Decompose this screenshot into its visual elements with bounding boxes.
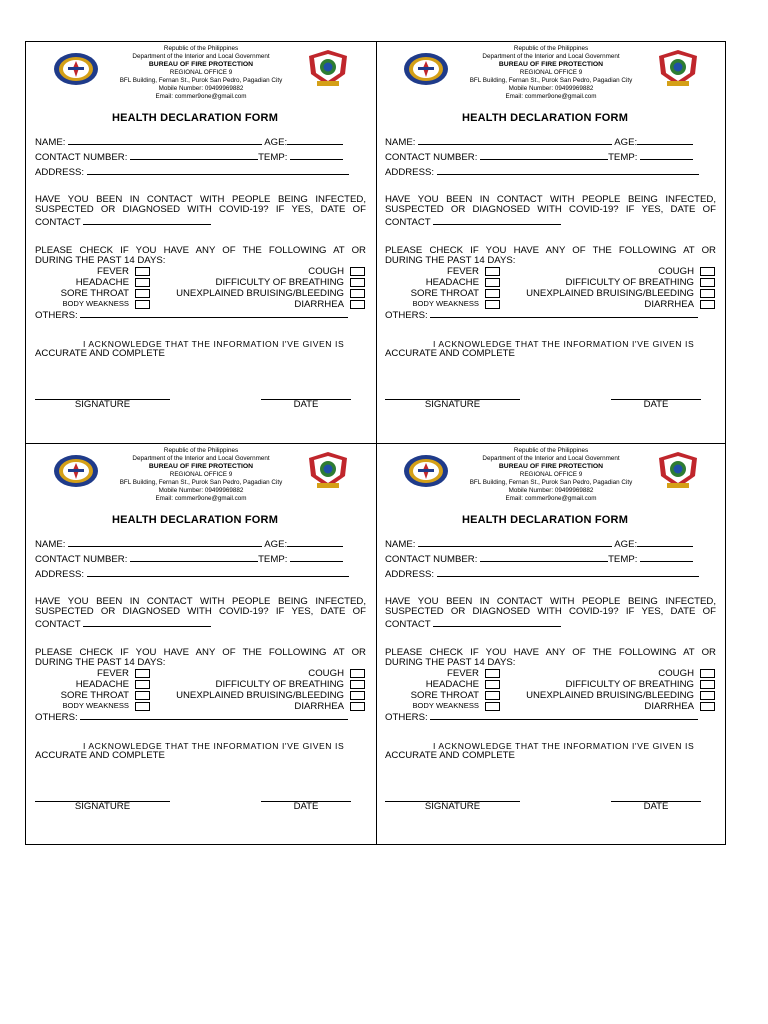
form-title: HEALTH DECLARATION FORM [461, 514, 629, 526]
header-mobile: Mobile Number: 09499969882 [508, 85, 594, 92]
question-line: PLEASE CHECK IF YOU HAVE ANY OF THE FOLLOWING AT OR [35, 647, 366, 658]
agency-name: BUREAU OF FIRE PROTECTION [148, 61, 254, 68]
contact-row [385, 150, 693, 163]
sore-throat-checkbox[interactable] [485, 691, 500, 700]
name-label: NAME: [35, 539, 66, 550]
date-label: DATE [293, 399, 319, 410]
contact-date-row [385, 215, 561, 228]
date-label: DATE [293, 801, 319, 812]
bruising-checkbox[interactable] [350, 691, 365, 700]
contact-question [385, 195, 716, 215]
health-declaration-form-bottom-left [25, 444, 365, 844]
sore-throat-checkbox[interactable] [135, 289, 150, 298]
symptom-breathing-label: DIFFICULTY OF BREATHING [215, 679, 344, 690]
contact-date-row [35, 617, 211, 630]
headache-checkbox[interactable] [135, 680, 150, 689]
agency-header [453, 447, 649, 503]
header-line: REGIONAL OFFICE 9 [519, 69, 583, 76]
others-label: OTHERS: [35, 712, 78, 723]
sore-throat-checkbox[interactable] [485, 289, 500, 298]
contact-label: CONTACT NUMBER: [385, 554, 478, 565]
age-label: AGE: [614, 539, 638, 550]
breathing-checkbox[interactable] [350, 278, 365, 287]
header-line: Department of the Interior and Local Government [132, 455, 270, 462]
symptom-sore-throat-label: SORE THROAT [60, 288, 129, 299]
address-field[interactable] [437, 567, 699, 577]
name-field[interactable] [68, 135, 262, 145]
symptoms-question-line: DURING THE PAST 14 DAYS: [385, 657, 516, 668]
name-row [35, 135, 343, 148]
temp-label: TEMP: [258, 152, 288, 163]
acknowledgement [35, 339, 366, 359]
symptom-sore-throat-label: SORE THROAT [60, 690, 129, 701]
ack-line: I ACKNOWLEDGE THAT THE INFORMATION I'VE GIVEN IS [83, 741, 345, 751]
name-field[interactable] [418, 537, 612, 547]
ack-line: I ACKNOWLEDGE THAT THE INFORMATION I'VE GIVEN IS [433, 741, 695, 751]
health-declaration-form-top-left [25, 42, 365, 442]
address-label: ADDRESS: [385, 167, 435, 178]
symptom-sore-throat-label: SORE THROAT [410, 690, 479, 701]
contact-label: CONTACT NUMBER: [35, 152, 128, 163]
contact-date-field[interactable] [83, 617, 211, 627]
contact-question [35, 597, 366, 617]
signature-label: SIGNATURE [424, 399, 481, 410]
symptom-headache-label: HEADACHE [75, 679, 129, 690]
question-line: HAVE YOU BEEN IN CONTACT WITH PEOPLE BEING INFECTED, [385, 596, 716, 607]
age-field[interactable] [287, 537, 343, 547]
name-row [35, 537, 343, 550]
header-line: Department of the Interior and Local Government [482, 455, 620, 462]
ack-line: I ACKNOWLEDGE THAT THE INFORMATION I'VE GIVEN IS [83, 339, 345, 349]
symptom-body-weakness-label: BODY WEAKNESS [62, 701, 129, 710]
agency-header [453, 45, 649, 101]
temp-field[interactable] [640, 552, 693, 562]
contact-question [35, 195, 366, 215]
fever-checkbox[interactable] [485, 669, 500, 678]
breathing-checkbox[interactable] [700, 680, 715, 689]
headache-checkbox[interactable] [485, 680, 500, 689]
form-title: HEALTH DECLARATION FORM [111, 514, 279, 526]
symptom-fever-label: FEVER [97, 266, 129, 277]
symptom-cough-label: COUGH [308, 266, 344, 277]
diarrhea-checkbox[interactable] [700, 702, 715, 711]
contact-date-label: CONTACT [35, 619, 81, 630]
agency-header [103, 447, 299, 503]
question-line: SUSPECTED OR DIAGNOSED WITH COVID-19? IF YES, DATE OF [35, 204, 366, 215]
symptoms-question-line: DURING THE PAST 14 DAYS: [35, 657, 166, 668]
question-line: PLEASE CHECK IF YOU HAVE ANY OF THE FOLLOWING AT OR [35, 245, 366, 256]
contact-label: CONTACT NUMBER: [385, 152, 478, 163]
header-mobile: Mobile Number: 09499969882 [158, 487, 244, 494]
address-row [385, 165, 699, 178]
name-label: NAME: [35, 137, 66, 148]
temp-label: TEMP: [608, 152, 638, 163]
health-declaration-form-bottom-right [375, 444, 715, 844]
question-line: HAVE YOU BEEN IN CONTACT WITH PEOPLE BEING INFECTED, [35, 596, 366, 607]
header-address: BFL Building, Fernan St., Purok San Pedro, Pagadian City [119, 77, 283, 84]
symptom-diarrhea-label: DIARRHEA [294, 701, 344, 712]
header-line: REGIONAL OFFICE 9 [169, 69, 233, 76]
question-line: PLEASE CHECK IF YOU HAVE ANY OF THE FOLLOWING AT OR [385, 245, 716, 256]
temp-label: TEMP: [608, 554, 638, 565]
diarrhea-checkbox[interactable] [350, 702, 365, 711]
header-address: BFL Building, Fernan St., Purok San Pedro, Pagadian City [119, 479, 283, 486]
name-field[interactable] [68, 537, 262, 547]
symptom-fever-label: FEVER [447, 668, 479, 679]
region-crest-icon [655, 450, 701, 490]
symptom-breathing-label: DIFFICULTY OF BREATHING [565, 277, 694, 288]
address-row [35, 567, 349, 580]
age-label: AGE: [614, 137, 638, 148]
address-label: ADDRESS: [385, 569, 435, 580]
header-line: Republic of the Philippines [163, 447, 239, 454]
age-label: AGE: [264, 137, 288, 148]
cough-checkbox[interactable] [700, 267, 715, 276]
bfp-seal-icon [403, 52, 449, 86]
bruising-checkbox[interactable] [700, 289, 715, 298]
ack-line: ACCURATE AND COMPLETE [35, 348, 165, 359]
others-label: OTHERS: [35, 310, 78, 321]
address-field[interactable] [87, 567, 349, 577]
header-line: Republic of the Philippines [513, 45, 589, 52]
header-line: Republic of the Philippines [163, 45, 239, 52]
date-label: DATE [643, 801, 669, 812]
contact-date-row [35, 215, 211, 228]
bruising-checkbox[interactable] [350, 289, 365, 298]
contact-date-field[interactable] [83, 215, 211, 225]
form-header [25, 444, 365, 506]
contact-field[interactable] [480, 552, 608, 562]
temp-field[interactable] [290, 552, 343, 562]
address-row [385, 567, 699, 580]
symptom-breathing-label: DIFFICULTY OF BREATHING [565, 679, 694, 690]
acknowledgement [385, 339, 716, 359]
symptom-fever-label: FEVER [97, 668, 129, 679]
question-line: HAVE YOU BEEN IN CONTACT WITH PEOPLE BEING INFECTED, [385, 194, 716, 205]
headache-checkbox[interactable] [135, 278, 150, 287]
agency-name: BUREAU OF FIRE PROTECTION [148, 463, 254, 470]
header-line: Department of the Interior and Local Government [132, 53, 270, 60]
symptom-headache-label: HEADACHE [75, 277, 129, 288]
contact-date-label: CONTACT [385, 217, 431, 228]
contact-field[interactable] [130, 150, 258, 160]
acknowledgement [35, 741, 366, 761]
header-address: BFL Building, Fernan St., Purok San Pedro, Pagadian City [469, 479, 633, 486]
name-label: NAME: [385, 137, 416, 148]
symptom-sore-throat-label: SORE THROAT [410, 288, 479, 299]
question-line: PLEASE CHECK IF YOU HAVE ANY OF THE FOLLOWING AT OR [385, 647, 716, 658]
cough-checkbox[interactable] [700, 669, 715, 678]
temp-label: TEMP: [258, 554, 288, 565]
header-mobile: Mobile Number: 09499969882 [158, 85, 244, 92]
question-line: HAVE YOU BEEN IN CONTACT WITH PEOPLE BEING INFECTED, [35, 194, 366, 205]
symptoms-question-line: DURING THE PAST 14 DAYS: [385, 255, 516, 266]
header-email: Email: commer9one@gmail.com [505, 93, 597, 100]
address-field[interactable] [437, 165, 699, 175]
symptom-body-weakness-label: BODY WEAKNESS [412, 299, 479, 308]
headache-checkbox[interactable] [485, 278, 500, 287]
signature-label: SIGNATURE [74, 801, 131, 812]
contact-date-row [385, 617, 561, 630]
symptom-breathing-label: DIFFICULTY OF BREATHING [215, 277, 344, 288]
bfp-seal-icon [53, 454, 99, 488]
header-line: REGIONAL OFFICE 9 [519, 471, 583, 478]
temp-field[interactable] [640, 150, 693, 160]
acknowledgement [385, 741, 716, 761]
date-label: DATE [643, 399, 669, 410]
ack-line: I ACKNOWLEDGE THAT THE INFORMATION I'VE GIVEN IS [433, 339, 695, 349]
ack-line: ACCURATE AND COMPLETE [35, 750, 165, 761]
address-label: ADDRESS: [35, 167, 85, 178]
name-row [385, 537, 693, 550]
symptom-diarrhea-label: DIARRHEA [294, 299, 344, 310]
symptom-body-weakness-label: BODY WEAKNESS [412, 701, 479, 710]
others-field[interactable] [80, 308, 348, 318]
symptom-bruising-label: UNEXPLAINED BRUISING/BLEEDING [526, 288, 694, 299]
age-field[interactable] [637, 537, 693, 547]
symptom-bruising-label: UNEXPLAINED BRUISING/BLEEDING [176, 690, 344, 701]
symptom-headache-label: HEADACHE [425, 277, 479, 288]
header-line: REGIONAL OFFICE 9 [169, 471, 233, 478]
fever-checkbox[interactable] [135, 267, 150, 276]
contact-date-label: CONTACT [385, 619, 431, 630]
name-row [385, 135, 693, 148]
fever-checkbox[interactable] [135, 669, 150, 678]
others-row [35, 308, 348, 321]
contact-date-field[interactable] [433, 215, 561, 225]
symptom-diarrhea-label: DIARRHEA [644, 701, 694, 712]
diarrhea-checkbox[interactable] [700, 300, 715, 309]
bfp-seal-icon [403, 454, 449, 488]
contact-row [35, 552, 343, 565]
contact-question [385, 597, 716, 617]
others-row [385, 308, 698, 321]
form-title: HEALTH DECLARATION FORM [111, 112, 279, 124]
header-line: Department of the Interior and Local Government [482, 53, 620, 60]
age-field[interactable] [287, 135, 343, 145]
cough-checkbox[interactable] [350, 669, 365, 678]
others-row [385, 710, 698, 723]
contact-date-label: CONTACT [35, 217, 81, 228]
name-label: NAME: [385, 539, 416, 550]
symptom-body-weakness-label: BODY WEAKNESS [62, 299, 129, 308]
symptom-cough-label: COUGH [658, 266, 694, 277]
ack-line: ACCURATE AND COMPLETE [385, 348, 515, 359]
sore-throat-checkbox[interactable] [135, 691, 150, 700]
contact-row [385, 552, 693, 565]
symptom-cough-label: COUGH [308, 668, 344, 679]
header-mobile: Mobile Number: 09499969882 [508, 487, 594, 494]
form-header [25, 42, 365, 104]
region-crest-icon [655, 48, 701, 88]
question-line: SUSPECTED OR DIAGNOSED WITH COVID-19? IF YES, DATE OF [385, 204, 716, 215]
signature-label: SIGNATURE [74, 399, 131, 410]
header-email: Email: commer9one@gmail.com [155, 495, 247, 502]
symptom-headache-label: HEADACHE [425, 679, 479, 690]
symptom-bruising-label: UNEXPLAINED BRUISING/BLEEDING [176, 288, 344, 299]
address-field[interactable] [87, 165, 349, 175]
symptom-bruising-label: UNEXPLAINED BRUISING/BLEEDING [526, 690, 694, 701]
health-declaration-form-top-right [375, 42, 715, 442]
ack-line: ACCURATE AND COMPLETE [385, 750, 515, 761]
contact-field[interactable] [480, 150, 608, 160]
question-line: SUSPECTED OR DIAGNOSED WITH COVID-19? IF YES, DATE OF [35, 606, 366, 617]
bruising-checkbox[interactable] [700, 691, 715, 700]
others-field[interactable] [80, 710, 348, 720]
region-crest-icon [305, 450, 351, 490]
address-label: ADDRESS: [35, 569, 85, 580]
contact-row [35, 150, 343, 163]
others-field[interactable] [430, 710, 698, 720]
form-header [375, 42, 715, 104]
symptom-fever-label: FEVER [447, 266, 479, 277]
name-field[interactable] [418, 135, 612, 145]
header-email: Email: commer9one@gmail.com [155, 93, 247, 100]
question-line: SUSPECTED OR DIAGNOSED WITH COVID-19? IF YES, DATE OF [385, 606, 716, 617]
symptom-diarrhea-label: DIARRHEA [644, 299, 694, 310]
symptom-cough-label: COUGH [658, 668, 694, 679]
others-label: OTHERS: [385, 712, 428, 723]
header-email: Email: commer9one@gmail.com [505, 495, 597, 502]
agency-name: BUREAU OF FIRE PROTECTION [498, 463, 604, 470]
agency-header [103, 45, 299, 101]
age-field[interactable] [637, 135, 693, 145]
fever-checkbox[interactable] [485, 267, 500, 276]
breathing-checkbox[interactable] [700, 278, 715, 287]
age-label: AGE: [264, 539, 288, 550]
contact-label: CONTACT NUMBER: [35, 554, 128, 565]
contact-field[interactable] [130, 552, 258, 562]
symptoms-question-line: DURING THE PAST 14 DAYS: [35, 255, 166, 266]
address-row [35, 165, 349, 178]
cough-checkbox[interactable] [350, 267, 365, 276]
breathing-checkbox[interactable] [350, 680, 365, 689]
agency-name: BUREAU OF FIRE PROTECTION [498, 61, 604, 68]
region-crest-icon [305, 48, 351, 88]
form-title: HEALTH DECLARATION FORM [461, 112, 629, 124]
contact-date-field[interactable] [433, 617, 561, 627]
signature-label: SIGNATURE [424, 801, 481, 812]
header-line: Republic of the Philippines [513, 447, 589, 454]
form-header [375, 444, 715, 506]
temp-field[interactable] [290, 150, 343, 160]
others-field[interactable] [430, 308, 698, 318]
header-address: BFL Building, Fernan St., Purok San Pedro, Pagadian City [469, 77, 633, 84]
diarrhea-checkbox[interactable] [350, 300, 365, 309]
bfp-seal-icon [53, 52, 99, 86]
others-row [35, 710, 348, 723]
others-label: OTHERS: [385, 310, 428, 321]
